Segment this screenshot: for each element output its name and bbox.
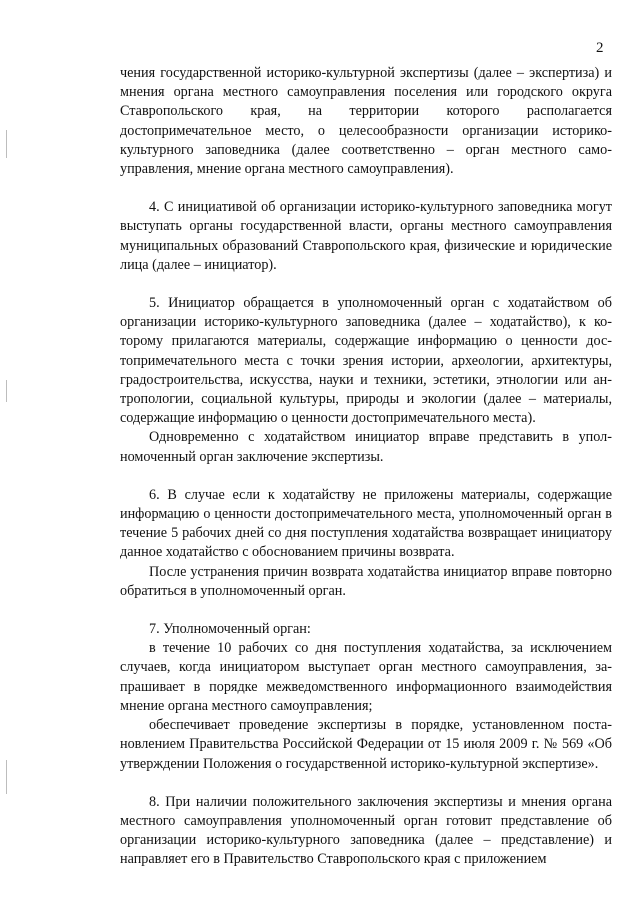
paragraph-item-7-point-1: в течение 10 рабочих со дня поступления ходатайства, за исключением случаев, когда инициатором выступает орган местного самоуправления, запрашивает в порядке межведомственного информационного взаимодействия мнение органа местного самоуправления; <box>120 640 612 714</box>
scan-edge-mark <box>6 760 7 794</box>
paragraph-item-6-continuation: После устранения причин возврата ходатайства инициатор вправе повторно обратиться в уполномоченный орган. <box>120 563 612 599</box>
paragraph-item-7: 7. Уполномоченный орган: <box>149 621 311 638</box>
paragraph-item-5: 5. Инициатор обращается в уполномоченный орган с ходатайством об организации историко-культурного заповедника (далее – ходатайство), к которому прилагаются материалы, содержащие информацию о ценности достопримечательного места с точки зрения истории, археологии, архитектуры, градостроительства, искусства, науки и техники, эстетики, этнологии или антропологии, социальной культуры, природы и экологии (далее – материалы, содержащие информацию о ценности достопримечательного места). <box>120 295 612 427</box>
page-number: 2 <box>596 40 604 56</box>
paragraph-item-5-continuation: Одновременно с ходатайством инициатор вправе представить в уполномоченный орган заключение экспертизы. <box>120 429 612 465</box>
paragraph-item-4: 4. С инициативой об организации историко-культурного заповедника могут выступать органы государственной власти, органы местного самоуправления муниципальных образований Ставропольского края, физические и юридические лица (далее – инициатор). <box>120 199 612 273</box>
paragraph-item-6: 6. В случае если к ходатайству не приложены материалы, содержащие информацию о ценности достопримечательного места, уполномоченный орган в течение 5 рабочих дней со дня поступления ходатайства возвращает инициатору данное ходатайство с обоснованием причины возврата. <box>120 486 612 561</box>
paragraph-item-8: 8. При наличии положительного заключения экспертизы и мнения органа местного самоуправления уполномоченный орган готовит представление об организации историко-культурного заповедника (далее – представление) и направляет его в Правительство Ставропольского края с приложением <box>120 793 612 868</box>
paragraph-item-7-point-2: обеспечивает проведение экспертизы в порядке, установленном постановлением Правительства Российской Федерации от 15 июля 2009 г. № 569 «Об утверждении Положения о государственной историко-культурной экспертизе». <box>120 717 612 772</box>
paragraph-gap <box>120 774 612 793</box>
paragraph-continuation: чения государственной историко-культурной экспертизы (далее – экспертиза) и мнения органа местного самоуправления поселения или городского округа Ставропольского края, на территории которого располагается достопримечательное место, о целесообразности организации историко-культурного заповедника (далее соответственно – орган местного самоуправления, мнение органа местного самоуправления). <box>120 65 612 178</box>
scan-edge-mark <box>6 380 7 402</box>
document-body <box>120 64 612 870</box>
paragraph-gap <box>120 601 612 620</box>
paragraph-gap <box>120 275 612 294</box>
scan-edge-mark <box>6 130 7 158</box>
paragraph-gap <box>120 467 612 486</box>
paragraph-gap <box>120 179 612 198</box>
